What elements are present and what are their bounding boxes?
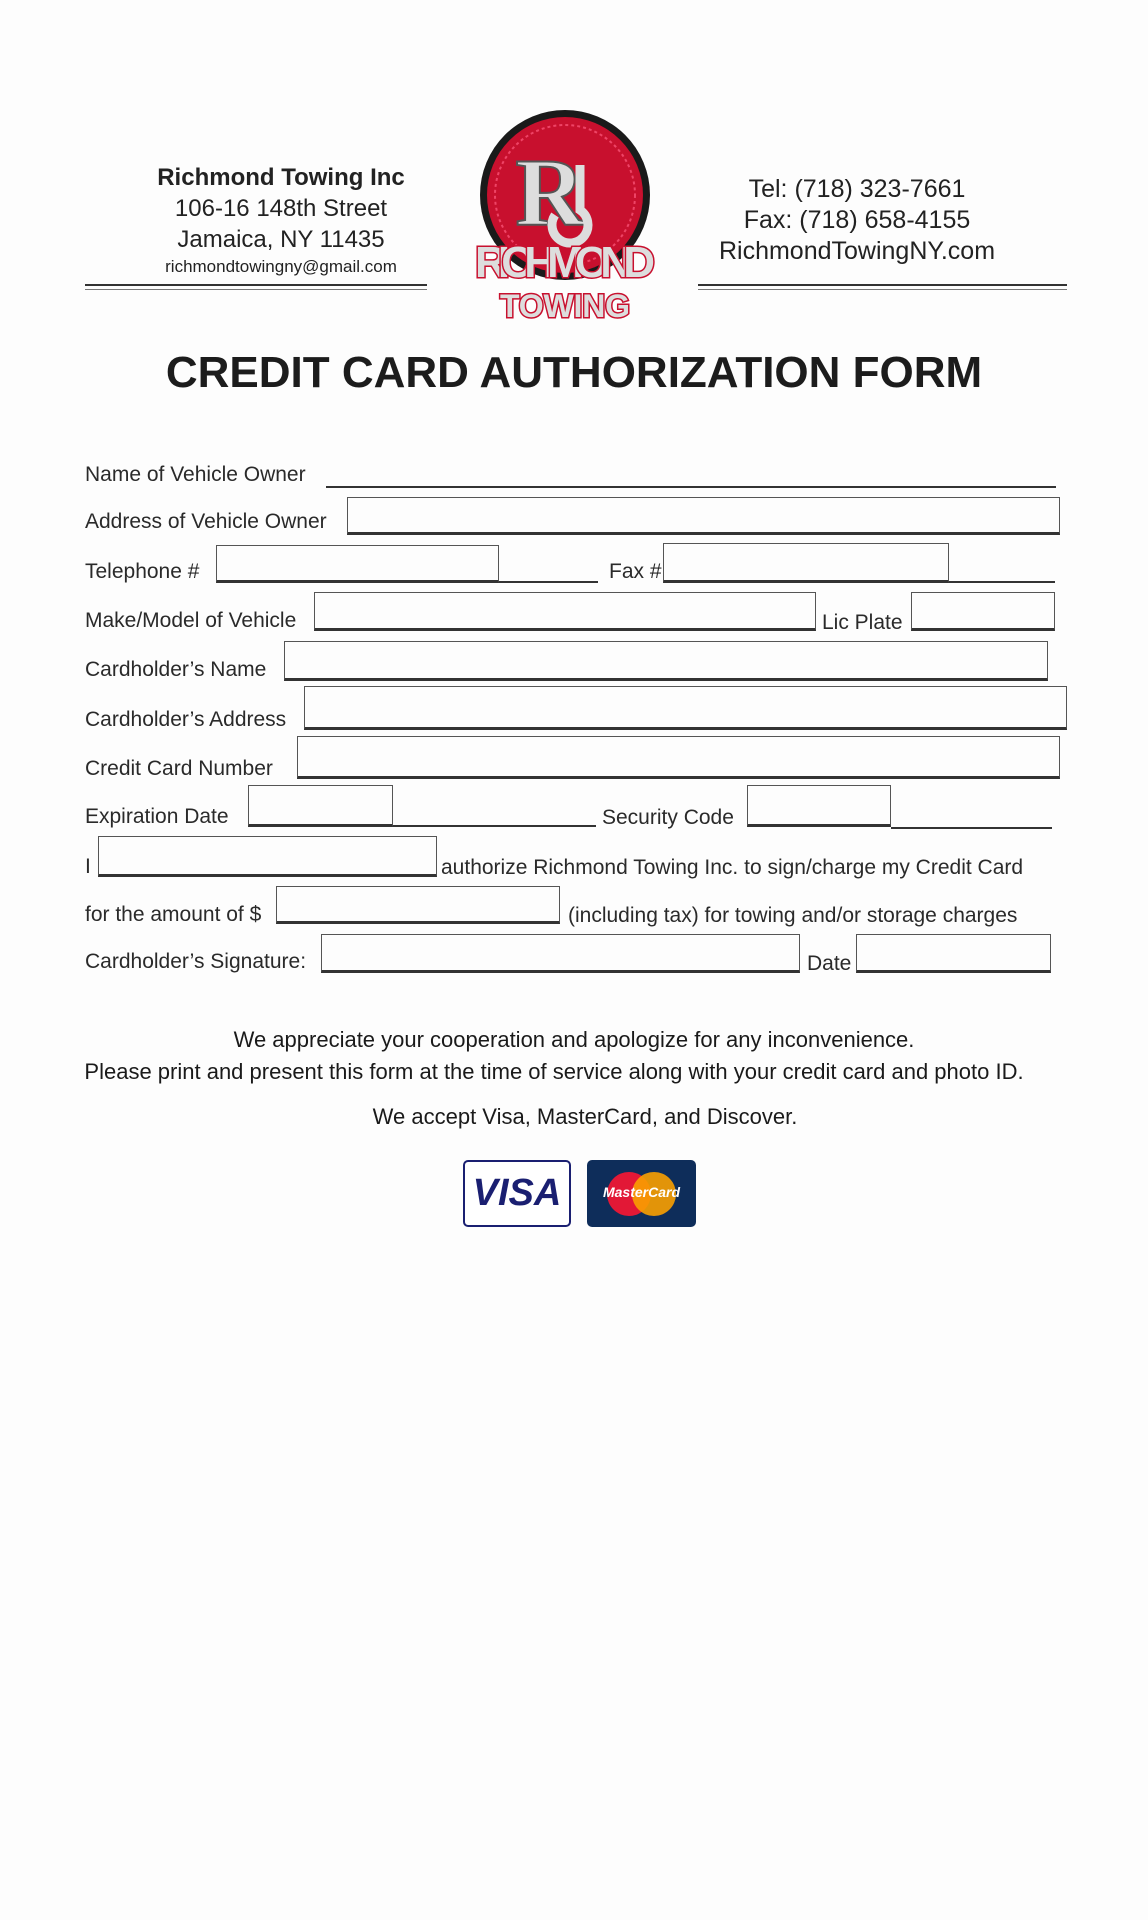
card-number-field[interactable]: [297, 736, 1060, 779]
mastercard-logo: [587, 1160, 696, 1227]
label-name-vehicle-owner: Name of Vehicle Owner: [85, 463, 306, 486]
fax-field[interactable]: [663, 543, 949, 583]
fax-underline: [949, 581, 1055, 583]
authorize-text: authorize Richmond Towing Inc. to sign/charge my Credit Card: [441, 856, 1024, 879]
label-cardholder-address: Cardholder’s Address: [85, 708, 287, 731]
lic-plate-field[interactable]: [911, 592, 1055, 631]
expiration-underline: [393, 825, 596, 827]
svg-text:RICHMOND: RICHMOND: [475, 238, 655, 287]
amount-field[interactable]: [276, 886, 560, 924]
visa-logo: [463, 1160, 571, 1227]
richmond-towing-logo: [470, 105, 660, 335]
address-vehicle-owner-field[interactable]: [347, 497, 1060, 535]
logo-letter: R: [515, 139, 585, 246]
header-divider-right: [698, 284, 1067, 290]
telephone-underline: [499, 581, 598, 583]
cardholder-name-field[interactable]: [284, 641, 1048, 681]
company-fax: Fax: (718) 658-4155: [743, 206, 971, 234]
security-code-underline: [891, 827, 1052, 829]
label-date: Date: [807, 952, 852, 975]
amount-suffix-text: (including tax) for towing and/or storage charges: [568, 904, 1018, 927]
label-cardholder-name: Cardholder’s Name: [85, 658, 267, 681]
accepted-cards-text: We accept Visa, MasterCard, and Discover.: [372, 1104, 798, 1129]
label-cardholder-signature: Cardholder’s Signature:: [85, 950, 307, 973]
authorizer-name-field[interactable]: [98, 836, 437, 877]
label-expiration-date: Expiration Date: [85, 805, 229, 828]
label-lic-plate: Lic Plate: [822, 611, 903, 634]
label-telephone: Telephone #: [85, 560, 200, 583]
header-divider-left: [85, 284, 427, 290]
expiration-date-field[interactable]: [248, 785, 393, 827]
label-fax: Fax #: [609, 560, 662, 583]
company-website: RichmondTowingNY.com: [718, 237, 996, 265]
telephone-field[interactable]: [216, 545, 499, 583]
security-code-field[interactable]: [747, 785, 891, 827]
label-address-vehicle-owner: Address of Vehicle Owner: [85, 510, 327, 533]
date-field[interactable]: [856, 934, 1051, 973]
label-make-model: Make/Model of Vehicle: [85, 609, 297, 632]
company-tel: Tel: (718) 323-7661: [748, 175, 966, 203]
cardholder-signature-field[interactable]: [321, 934, 800, 973]
label-amount: for the amount of $: [85, 903, 262, 926]
cardholder-address-field[interactable]: [304, 686, 1067, 730]
company-city: Jamaica, NY 11435: [177, 226, 385, 253]
mastercard-logo-text: MasterCard: [602, 1184, 681, 1200]
svg-text:TOWING: TOWING: [500, 288, 630, 324]
company-email: richmondtowingny@gmail.com: [165, 257, 397, 276]
page-title: CREDIT CARD AUTHORIZATION FORM: [165, 348, 983, 397]
visa-logo-text: VISA: [472, 1172, 562, 1214]
label-i: I: [85, 855, 91, 878]
label-card-number: Credit Card Number: [85, 757, 273, 780]
name-vehicle-owner-field[interactable]: [326, 486, 1056, 488]
appreciation-text: We appreciate your cooperation and apologize for any inconvenience.: [233, 1027, 915, 1052]
company-name: Richmond Towing Inc: [157, 164, 405, 191]
instructions-text: Please print and present this form at the time of service along with your credit card and photo ID.: [84, 1059, 1024, 1084]
company-street: 106-16 148th Street: [174, 195, 388, 222]
label-security-code: Security Code: [602, 806, 734, 829]
make-model-field[interactable]: [314, 592, 816, 631]
